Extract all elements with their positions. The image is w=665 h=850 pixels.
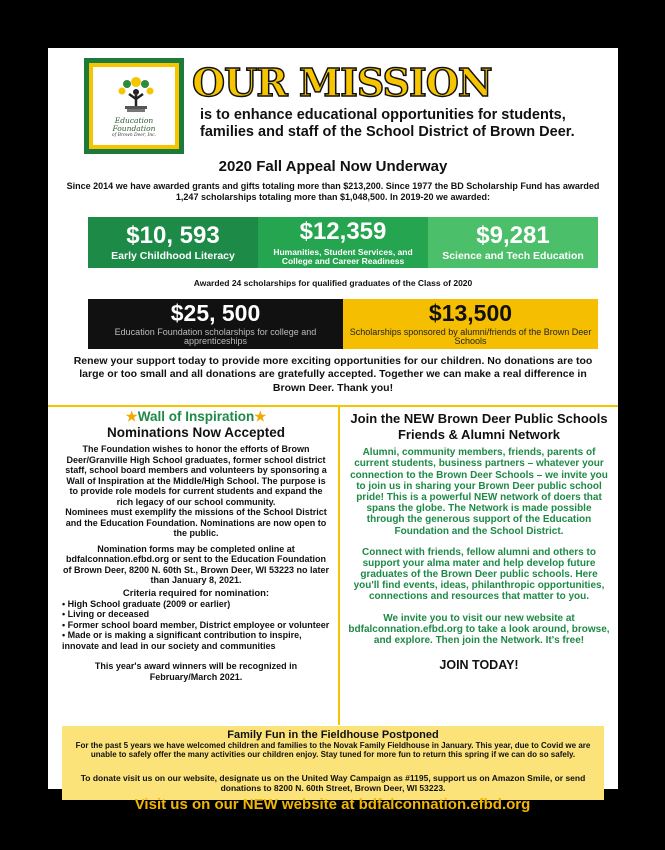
star-icon: ★ — [125, 409, 138, 424]
wall-heading — [62, 409, 330, 440]
donate-info: To donate visit us on our website, designate us on the United Way Campaign as #1195, support us on Amazon Smile, or send donations to 8200 N. 60th Street, Brown Deer, WI 53223. — [62, 770, 604, 800]
stat-value: $12,359 — [299, 218, 387, 246]
network-para: Alumni, community members, friends, parents of current students, business partners – whatever your connection to the Brown Deer Schools – we invite you to join us in sharing your Brown Deer public school pride! This is a powerful NEW network of doers that spans the globe. The Network is made possible through the generous support of the Education Foundation and the School District. — [350, 447, 608, 537]
network-para: Connect with friends, fellow alumni and others to support your alma mater and help develop future graduates of the Brown Deer public schools. Here you'll find events, ideas, philanthropic opportunities, connections and resources that matter to you. — [353, 546, 605, 603]
wall-para: Nomination forms may be completed online at bdfalconnation.efbd.org or sent to the Education Foundation of Brown Deer, 8200 N. 60th St., Brown Deer, WI 53223 no later than January 8, 2021. — [62, 543, 330, 586]
logo-subtitle: of Brown Deer, Inc. — [111, 132, 157, 138]
stat-value: $25, 500 — [170, 300, 261, 327]
tree-logo-icon — [115, 73, 157, 113]
stat-label: Humanities, Student Services, and College and Career Readiness — [273, 246, 413, 266]
criteria-item: • Living or deceased — [62, 609, 150, 620]
criteria-item: • High School graduate (2009 or earlier) — [62, 598, 231, 609]
criteria-item: • Former school board member, District employee or volunteer — [62, 619, 330, 630]
network-para: We invite you to visit our new website at bdfalconnation.efbd.org to take a look around, browse, and explore. Then join the Network. It's free! — [348, 612, 610, 646]
stat-alumni-scholarships — [343, 299, 598, 349]
section-divider — [48, 405, 618, 407]
stat-label: Education Foundation scholarships for college and apprenticeships — [114, 326, 317, 347]
award-note: This year's award winners will be recognized in February/March 2021. — [94, 661, 298, 682]
family-fun-notice — [62, 726, 604, 770]
logo-text — [95, 117, 173, 138]
mission-statement: is to enhance educational opportunities for students, families and staff of the School District of Brown Deer. — [200, 107, 575, 141]
criteria-list — [62, 599, 330, 652]
stat-foundation-scholarships — [88, 299, 343, 349]
criteria-item: • Made or is making a significant contribution to inspire, innovate and lead in our society and communities — [62, 630, 302, 651]
stat-label: Science and Tech Education — [442, 250, 584, 263]
stat-label: Scholarships sponsored by alumni/friends of the Brown Deer Schools — [349, 326, 592, 347]
alumni-network-section — [348, 411, 610, 672]
logo-title: Education Foundation — [112, 116, 156, 134]
renew-support-text: Renew your support today to provide more exciting opportunities for our children. No donations are too large or too small and all donations are gratefully accepted. Together we can make a real difference in Brown Deer. Thank you! — [73, 355, 593, 394]
stat-science — [428, 217, 598, 268]
stat-value: $9,281 — [476, 221, 550, 249]
wall-body — [62, 444, 330, 586]
family-fun-text: For the past 5 years we have welcomed children and families to the Novak Family Fieldhouse in January. This year, due to Covid we are unable to safely offer the many activities our children enjoy. Stay tuned for more fun to return this spring if we can do so safely. — [75, 741, 591, 760]
appeal-heading: 2020 Fall Appeal Now Underway — [218, 158, 448, 175]
criteria-heading: Criteria required for nomination: — [122, 587, 270, 599]
wall-para: Nominees must exemplify the missions of the School District and the Education Foundation. Nominations are now open to the public. — [65, 507, 327, 539]
star-icon: ★ — [254, 409, 267, 424]
foundation-logo — [84, 58, 184, 154]
scholarship-count-note: Awarded 24 scholarships for qualified graduates of the Class of 2020 — [193, 278, 473, 288]
stat-literacy — [88, 217, 258, 268]
stat-value: $13,500 — [428, 300, 513, 327]
stat-humanities — [258, 217, 428, 268]
stat-value: $10, 593 — [126, 221, 220, 249]
grant-stats — [88, 217, 598, 268]
appeal-intro: Since 2014 we have awarded grants and gifts totaling more than $213,200. Since 1977 the BD Scholarship Fund has awarded 1,247 scholarships totaling more than $1,048,500. In 2019-20 we awarded: — [66, 181, 600, 203]
scholarship-stats — [88, 299, 598, 349]
website-footer-link[interactable]: Visit us on our NEW website at bdfalconnation.efbd.org — [134, 796, 531, 813]
wall-of-inspiration-section — [62, 409, 330, 682]
network-body — [348, 447, 610, 646]
stat-label: Early Childhood Literacy — [111, 250, 235, 263]
flyer-page — [48, 48, 618, 794]
join-today-callout: JOIN TODAY! — [439, 658, 519, 673]
wall-subtitle: Nominations Now Accepted — [106, 424, 286, 440]
column-divider — [338, 405, 340, 725]
mission-title: OUR MISSION — [192, 60, 492, 105]
family-fun-title: Family Fun in the Fieldhouse Postponed — [227, 729, 439, 741]
wall-title: Wall of Inspiration — [137, 409, 255, 424]
network-heading: Join the NEW Brown Deer Public Schools Friends & Alumni Network — [350, 411, 608, 442]
wall-para: The Foundation wishes to honor the efforts of Brown Deer/Granville High School graduates, former school district staff, school board members and volunteers by sponsoring a Wall of Inspiration at the Middle/High School. The purpose is to provide role models for current students and expand the rich legacy of our school community. — [65, 444, 327, 507]
